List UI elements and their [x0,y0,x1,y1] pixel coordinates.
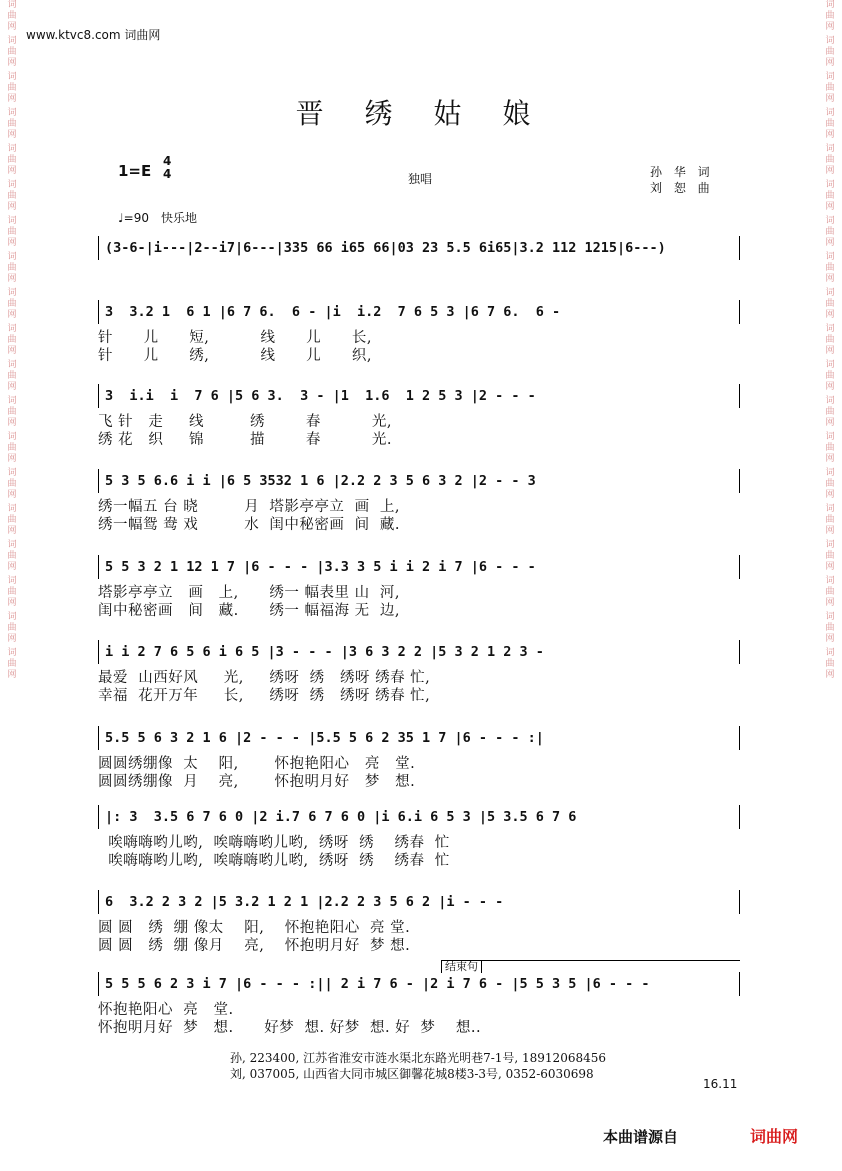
side-watermark-text: 词 曲 网 [7,288,17,320]
lyric-verse-2: 绣 花 织 锦 描 春 光. [98,432,393,448]
side-watermark-text: 词 曲 网 [7,252,17,284]
lyric-verse-2: 针 儿 绣, 线 儿 织, [98,348,372,364]
song-title: 晋 绣 姑 娘 [295,97,547,130]
side-watermark-text: 词 曲 网 [825,324,835,356]
notation-line: 3 i.i i 7 6 |5 6 3. 3 - |1 1.6 1 2 5 3 |2 - - - [98,384,740,408]
side-watermark-text: 词 曲 网 [7,324,17,356]
side-watermark-text: 词 曲 网 [7,36,17,68]
time-signature [163,155,171,181]
side-watermark-text: 词 曲 网 [825,576,835,608]
meter-bottom: 4 [163,167,172,181]
notation-line: 5 3 5 6.6 i i |6 5 3532 1 6 |2.2 2 3 5 6 3 2 |2 - - 3 [98,469,740,493]
side-watermark-text: 词 曲 网 [825,36,835,68]
side-watermark-text: 词 曲 网 [825,648,835,680]
lyric-verse-1: 飞 针 走 线 绣 春 光, [98,414,393,430]
side-watermark-text: 词 曲 网 [825,72,835,104]
notation-line: |: 3 3.5 6 7 6 0 |2 i.7 6 7 6 0 |i 6.i 6 5 3 |5 3.5 6 7 6 [98,805,740,829]
notation-line: 5 5 5 6 2 3 i 7 |6 - - - :|| 2 i 7 6 - |2 i 7 6 - |5 5 3 5 |6 - - - [98,972,740,996]
side-watermark-text: 词 曲 网 [7,504,17,536]
lyric-verse-1: 圆 圆 绣 绷 像太 阳, 怀抱艳阳心 亮 堂. [98,920,411,936]
side-watermark-text: 词 曲 网 [7,540,17,572]
side-watermark-text: 词 曲 网 [7,576,17,608]
side-watermark-text: 词 曲 网 [7,612,17,644]
side-watermark-text: 词 曲 网 [7,216,17,248]
side-watermark-text: 词 曲 网 [7,432,17,464]
side-watermark-text: 词 曲 网 [825,216,835,248]
performance-type: 独唱 [408,172,433,186]
side-watermark-text: 词 曲 网 [7,108,17,140]
side-watermark-text: 词 曲 网 [825,612,835,644]
lyricist-credit: 孙 华 词 [650,165,714,179]
side-watermark-text: 词 曲 网 [7,144,17,176]
lyric-verse-1: 怀抱艳阳心 亮 堂. [98,1002,234,1018]
side-watermark-text: 词 曲 网 [825,252,835,284]
lyric-verse-2: 怀抱明月好 梦 想. 好梦 想. 好梦 想. 好 梦 想.. [98,1020,482,1036]
brand-logo[interactable]: 词曲网 [750,1127,799,1146]
lyric-verse-1: 圆圆绣绷像 太 阳, 怀抱艳阳心 亮 堂. [98,756,416,772]
side-watermark-text: 词 曲 网 [825,0,835,32]
side-watermark-text: 词 曲 网 [825,180,835,212]
tempo-value: ♩=90 [118,211,149,225]
side-watermark-text: 词 曲 网 [7,0,17,32]
notation-line: (3-6-|i---|2--i7|6---|335 66 i65 66|03 23 5.5 6i65|3.2 112 1215|6---) [98,236,740,260]
lyric-verse-1: 绣一幅五 台 晓 月 塔影亭亭立 画 上, [98,499,400,515]
notation-line: 5 5 3 2 1 12 1 7 |6 - - - |3.3 3 5 i i 2 i 7 |6 - - - [98,555,740,579]
mood-marking: 快乐地 [160,211,197,225]
lyric-verse-1: 最爱 山西好风 光, 绣呀 绣 绣呀 绣春 忙, [98,670,431,686]
meter-top: 4 [163,154,172,168]
tempo-marking [118,209,197,226]
key-signature: 1=E [118,162,152,180]
lyric-verse-2: 唉嗨嗨哟儿哟, 唉嗨嗨哟儿哟, 绣呀 绣 绣春 忙 [98,853,450,869]
lyric-verse-1: 唉嗨嗨哟儿哟, 唉嗨嗨哟儿哟, 绣呀 绣 绣春 忙 [98,835,450,851]
composer-credit: 刘 恕 曲 [650,181,714,195]
contact-composer: 刘, 037005, 山西省大同市城区御馨花城8楼3-3号, 0352-6030698 [230,1067,594,1081]
notation-line: 5.5 5 6 3 2 1 6 |2 - - - |5.5 5 6 2 35 1 7 |6 - - - :| [98,726,740,750]
notation-line: 3 3.2 1 6 1 |6 7 6. 6 - |i i.2 7 6 5 3 |6 7 6. 6 - [98,300,740,324]
side-watermark-text: 词 曲 网 [825,288,835,320]
right-watermark-strip [820,0,840,1171]
side-watermark-text: 词 曲 网 [825,432,835,464]
side-watermark-text: 词 曲 网 [825,540,835,572]
side-watermark-text: 词 曲 网 [7,180,17,212]
notation-line: i i 2 7 6 5 6 i 6 5 |3 - - - |3 6 3 2 2 |5 3 2 1 2 3 - [98,640,740,664]
lyric-verse-2: 圆 圆 绣 绷 像月 亮, 怀抱明月好 梦 想. [98,938,411,954]
lyric-verse-1: 塔影亭亭立 画 上, 绣一 幅表里 山 河, [98,585,400,601]
side-watermark-text: 词 曲 网 [825,396,835,428]
side-watermark-text: 词 曲 网 [825,504,835,536]
score-date: 16.11 [703,1077,738,1091]
lyric-verse-1: 针 儿 短, 线 儿 长, [98,330,372,346]
lyric-verse-2: 幸福 花开万年 长, 绣呀 绣 绣呀 绣春 忙, [98,688,431,704]
notation-line: 6 3.2 2 3 2 |5 3.2 1 2 1 |2.2 2 3 5 6 2 |i - - - [98,890,740,914]
side-watermark-text: 词 曲 网 [7,648,17,680]
side-watermark-text: 词 曲 网 [7,72,17,104]
side-watermark-text: 词 曲 网 [7,360,17,392]
side-watermark-text: 词 曲 网 [825,108,835,140]
coda-bracket [441,960,740,961]
side-watermark-text: 词 曲 网 [825,360,835,392]
lyric-verse-2: 圆圆绣绷像 月 亮, 怀抱明月好 梦 想. [98,774,416,790]
left-watermark-strip [2,0,22,1171]
side-watermark-text: 词 曲 网 [825,144,835,176]
side-watermark-text: 词 曲 网 [7,468,17,500]
lyric-verse-2: 绣一幅鸳 鸯 戏 水 闺中秘密画 间 藏. [98,517,400,533]
site-url[interactable]: www.ktvc8.com 词曲网 [26,28,161,42]
contact-lyricist: 孙, 223400, 江苏省淮安市涟水渠北东路光明巷7-1号, 18912068456 [230,1051,607,1065]
side-watermark-text: 词 曲 网 [7,396,17,428]
lyric-verse-2: 闺中秘密画 间 藏. 绣一 幅福海 无 边, [98,603,400,619]
source-label: 本曲谱源自 [603,1128,679,1146]
coda-label: 结束句 [441,960,482,973]
side-watermark-text: 词 曲 网 [825,468,835,500]
